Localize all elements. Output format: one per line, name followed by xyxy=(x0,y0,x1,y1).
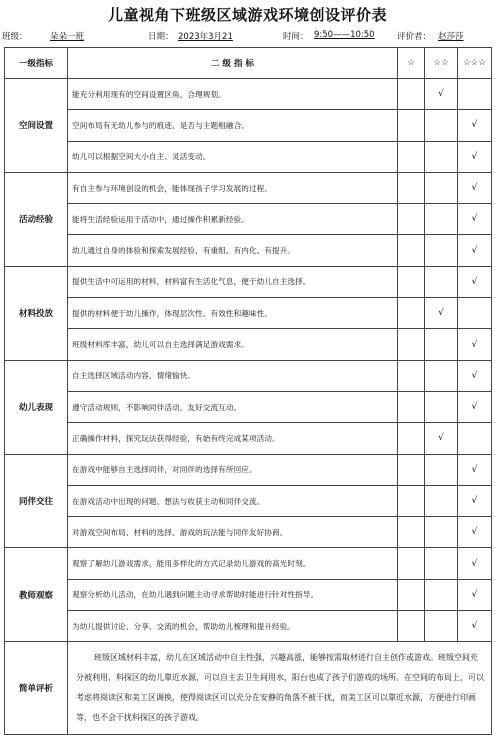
rating-cell-3-star xyxy=(458,454,492,485)
check-mark: √ xyxy=(471,402,478,413)
check-mark: √ xyxy=(471,621,478,632)
table-row xyxy=(5,485,492,516)
evaluation-table xyxy=(4,47,492,735)
check-mark: √ xyxy=(471,527,478,538)
category-cell: 教师观察 xyxy=(5,548,68,642)
rating-cell-1-star xyxy=(398,110,425,141)
rating-cell-1-star xyxy=(398,485,425,516)
indicator-text: 观察了解幼儿游戏需求，能用多样化的方式记录幼儿游戏的高光时刻。 xyxy=(68,548,398,579)
rating-cell-2-star xyxy=(425,235,458,266)
class-value: 朵朵一班 xyxy=(50,32,85,42)
rating-cell-1-star xyxy=(398,391,425,422)
rating-cell-3-star xyxy=(458,485,492,516)
table-row xyxy=(5,391,492,422)
rating-cell-2-star xyxy=(425,360,458,391)
indicator-text: 自主选择区域活动内容，情绪愉快。 xyxy=(68,360,398,391)
check-mark: √ xyxy=(471,464,478,475)
rating-cell-2-star xyxy=(425,266,458,297)
page-title: 儿童视角下班级区域游戏环境创设评价表 xyxy=(107,6,387,24)
table-body xyxy=(5,79,492,735)
check-mark: √ xyxy=(471,276,478,287)
rating-cell-1-star xyxy=(398,172,425,203)
summary-row xyxy=(5,642,492,735)
header-two-star: ☆☆ xyxy=(425,48,458,79)
rating-cell-1-star xyxy=(398,423,425,454)
table-row xyxy=(5,110,492,141)
check-mark: √ xyxy=(471,339,478,350)
table-row xyxy=(5,298,492,329)
rating-cell-3-star xyxy=(458,266,492,297)
rater-label: 评价者： xyxy=(397,32,432,42)
table-row xyxy=(5,172,492,203)
rating-cell-2-star xyxy=(425,548,458,579)
summary-text: 班级区域材料丰富，幼儿在区域活动中自主性强，兴趣高涨，能够按需取材进行自主创作或游戏。班级空间充分被利用，科探区的幼儿靠近水源，可以自主去卫生间用水，阳台也成了孩子们游戏的场所。在空间的布局上，可以考虑将阅读区和美工区调换，使得阅读区可以充分在安静的角落不被干扰，而美工区可以靠近水源，方便进行印画等，也不会干扰科探区的孩子游戏。 xyxy=(76,653,484,723)
rater-value: 赵莎莎 xyxy=(438,32,464,42)
rating-cell-2-star xyxy=(425,579,458,610)
header-level2: 二 级 指 标 xyxy=(68,48,398,79)
rating-cell-3-star xyxy=(458,360,492,391)
rating-cell-1-star xyxy=(398,611,425,642)
indicator-text: 正确操作材料，探究玩法获得经验，有始有终完成某项活动。 xyxy=(68,423,398,454)
rating-cell-1-star xyxy=(398,579,425,610)
indicator-text: 对游戏空间布局、材料的选择、游戏的玩法能与同伴友好协商。 xyxy=(68,517,398,548)
rating-cell-3-star xyxy=(458,204,492,235)
table-row xyxy=(5,548,492,579)
check-mark: √ xyxy=(438,89,444,100)
indicator-text: 为幼儿提供讨论、分享、交流的机会，帮助幼儿梳理和提升经验。 xyxy=(68,611,398,642)
rating-cell-1-star xyxy=(398,235,425,266)
rating-cell-3-star xyxy=(458,423,492,454)
time-value: 9:50——10:50 xyxy=(314,30,375,40)
rating-cell-2-star xyxy=(425,79,458,110)
rating-cell-3-star xyxy=(458,611,492,642)
table-row xyxy=(5,79,492,110)
indicator-text: 空间布局有无幼儿参与的痕迹、是否与主题相融合。 xyxy=(68,110,398,141)
category-cell: 材料投放 xyxy=(5,266,68,360)
meta-row xyxy=(0,30,495,46)
check-mark: √ xyxy=(471,370,478,381)
rating-cell-1-star xyxy=(398,548,425,579)
rating-cell-3-star xyxy=(458,391,492,422)
rating-cell-1-star xyxy=(398,360,425,391)
rating-cell-2-star xyxy=(425,298,458,329)
indicator-text: 观察分析幼儿活动，在幼儿遇到问题主动寻求帮助时能进行针对性指导。 xyxy=(68,579,398,610)
rating-cell-2-star xyxy=(425,423,458,454)
check-mark: √ xyxy=(471,558,478,569)
check-mark: √ xyxy=(438,308,444,319)
rating-cell-1-star xyxy=(398,454,425,485)
header-three-star: ☆☆☆ xyxy=(458,48,492,79)
indicator-text: 有自主参与环境创设的机会，能体现孩子学习发展的过程。 xyxy=(68,172,398,203)
rating-cell-2-star xyxy=(425,110,458,141)
category-cell: 幼儿表现 xyxy=(5,360,68,454)
table-row xyxy=(5,235,492,266)
table-row xyxy=(5,204,492,235)
table-row xyxy=(5,423,492,454)
rating-cell-2-star xyxy=(425,204,458,235)
indicator-text: 在游戏中能够自主选择同伴，对同伴的选择有所回应。 xyxy=(68,454,398,485)
date-label: 日期： xyxy=(148,32,174,42)
summary-cell xyxy=(68,642,492,735)
rating-cell-3-star xyxy=(458,548,492,579)
summary-label: 简单评析 xyxy=(5,642,68,735)
table-row xyxy=(5,141,492,172)
rating-cell-2-star xyxy=(425,611,458,642)
indicator-text: 能将生活经验运用于活动中，通过操作积累新经验。 xyxy=(68,204,398,235)
rating-cell-3-star xyxy=(458,79,492,110)
rating-cell-3-star xyxy=(458,141,492,172)
indicator-text: 在游戏活动中出现的问题、想法与收获主动和同伴交流。 xyxy=(68,485,398,516)
rating-cell-2-star xyxy=(425,141,458,172)
check-mark: √ xyxy=(438,433,444,444)
rating-cell-1-star xyxy=(398,266,425,297)
rating-cell-3-star xyxy=(458,235,492,266)
time-label: 时间： xyxy=(283,32,309,42)
rating-cell-3-star xyxy=(458,110,492,141)
check-mark: √ xyxy=(471,151,478,162)
table-header-row xyxy=(5,48,492,79)
rating-cell-2-star xyxy=(425,517,458,548)
date-value: 2023年3月21 xyxy=(178,32,233,42)
rating-cell-2-star xyxy=(425,391,458,422)
table-row xyxy=(5,517,492,548)
header-one-star: ☆ xyxy=(398,48,425,79)
rating-cell-2-star xyxy=(425,485,458,516)
table-row xyxy=(5,360,492,391)
indicator-text: 提供生活中可运用的材料，材料富有生活化气息，便于幼儿自主选择。 xyxy=(68,266,398,297)
rating-cell-2-star xyxy=(425,172,458,203)
check-mark: √ xyxy=(471,589,478,600)
table-row xyxy=(5,454,492,485)
table-row xyxy=(5,579,492,610)
rating-cell-3-star xyxy=(458,579,492,610)
category-cell: 同伴交往 xyxy=(5,454,68,548)
rating-cell-1-star xyxy=(398,329,425,360)
indicator-text: 提供的材料便于幼儿操作，体现层次性、有效性和趣味性。 xyxy=(68,298,398,329)
rating-cell-3-star xyxy=(458,298,492,329)
indicator-text: 班级材料库丰富，幼儿可以自主选择满足游戏需求。 xyxy=(68,329,398,360)
rating-cell-1-star xyxy=(398,517,425,548)
rating-cell-1-star xyxy=(398,204,425,235)
check-mark: √ xyxy=(471,245,478,256)
rating-cell-1-star xyxy=(398,298,425,329)
rating-cell-1-star xyxy=(398,141,425,172)
indicator-text: 幼儿通过自身的体验和探索发展经验，有重组、有内化、有提升。 xyxy=(68,235,398,266)
rating-cell-1-star xyxy=(398,79,425,110)
indicator-text: 遵守活动规则，不影响同伴活动，友好交流互动。 xyxy=(68,391,398,422)
table-row xyxy=(5,266,492,297)
rating-cell-3-star xyxy=(458,329,492,360)
rating-cell-3-star xyxy=(458,517,492,548)
indicator-text: 能充分利用现有的空间设置区角，合理规划。 xyxy=(68,79,398,110)
check-mark: √ xyxy=(471,496,478,506)
class-label: 班级： xyxy=(2,32,28,42)
table-row xyxy=(5,329,492,360)
check-mark: √ xyxy=(471,214,478,225)
rating-cell-2-star xyxy=(425,454,458,485)
table-row xyxy=(5,611,492,642)
rating-cell-3-star xyxy=(458,172,492,203)
check-mark: √ xyxy=(471,120,478,131)
rating-cell-2-star xyxy=(425,329,458,360)
category-cell: 活动经验 xyxy=(5,172,68,266)
category-cell: 空间设置 xyxy=(5,79,68,173)
check-mark: √ xyxy=(471,183,478,194)
header-level1: 一级指标 xyxy=(5,48,68,79)
indicator-text: 幼儿可以根据空间大小自主、灵活变动。 xyxy=(68,141,398,172)
